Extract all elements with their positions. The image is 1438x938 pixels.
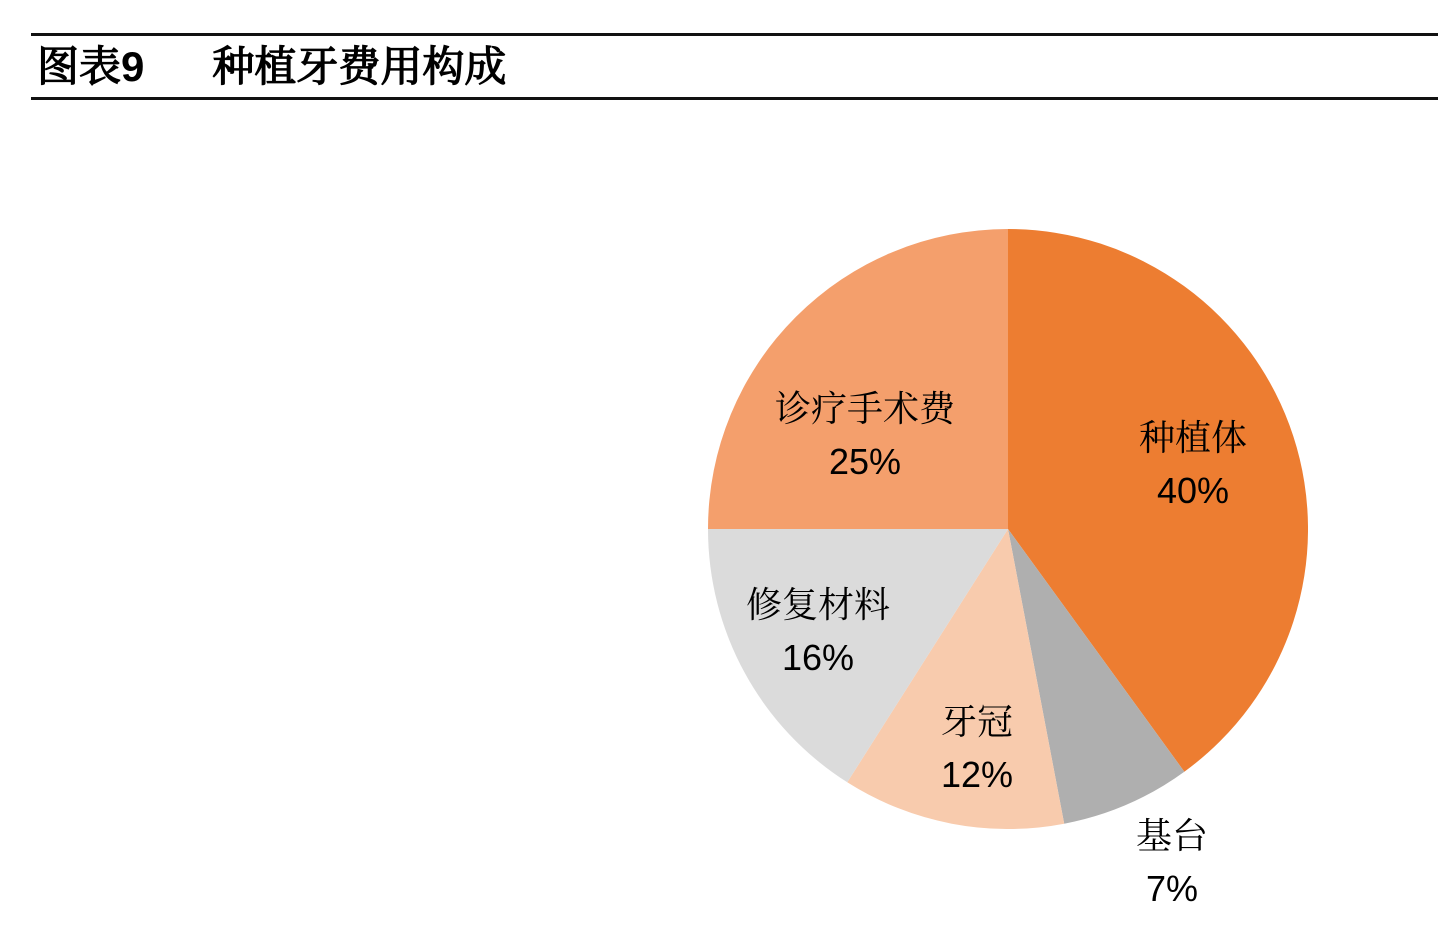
slice-percent: 7% [1145,868,1199,909]
slice-percent: 25% [828,441,902,482]
chart-title [37,45,506,88]
slice-percent: 16% [781,637,855,678]
slice-percent: 40% [1156,470,1230,511]
slice-name: 基台 [1135,815,1209,856]
figure-title-text: 种植牙费用构成 [212,43,507,90]
header-top-rule [31,33,1438,36]
slice-label-abutment [1136,809,1208,915]
slice-label-restoration-material [746,578,890,684]
slice-label-treatment-surgery-fee [775,382,955,488]
figure-number-label: 图表9 [37,43,145,90]
slice-name: 诊疗手术费 [774,388,956,429]
pie-chart-area [708,229,1308,909]
slice-label-implant [1139,411,1247,517]
slice-name: 牙冠 [940,701,1013,742]
slice-label-crown [941,695,1013,801]
slice-name: 修复材料 [745,584,891,625]
slice-name: 种植体 [1138,417,1248,458]
header-bottom-rule [31,97,1438,100]
slice-percent: 12% [940,754,1014,795]
